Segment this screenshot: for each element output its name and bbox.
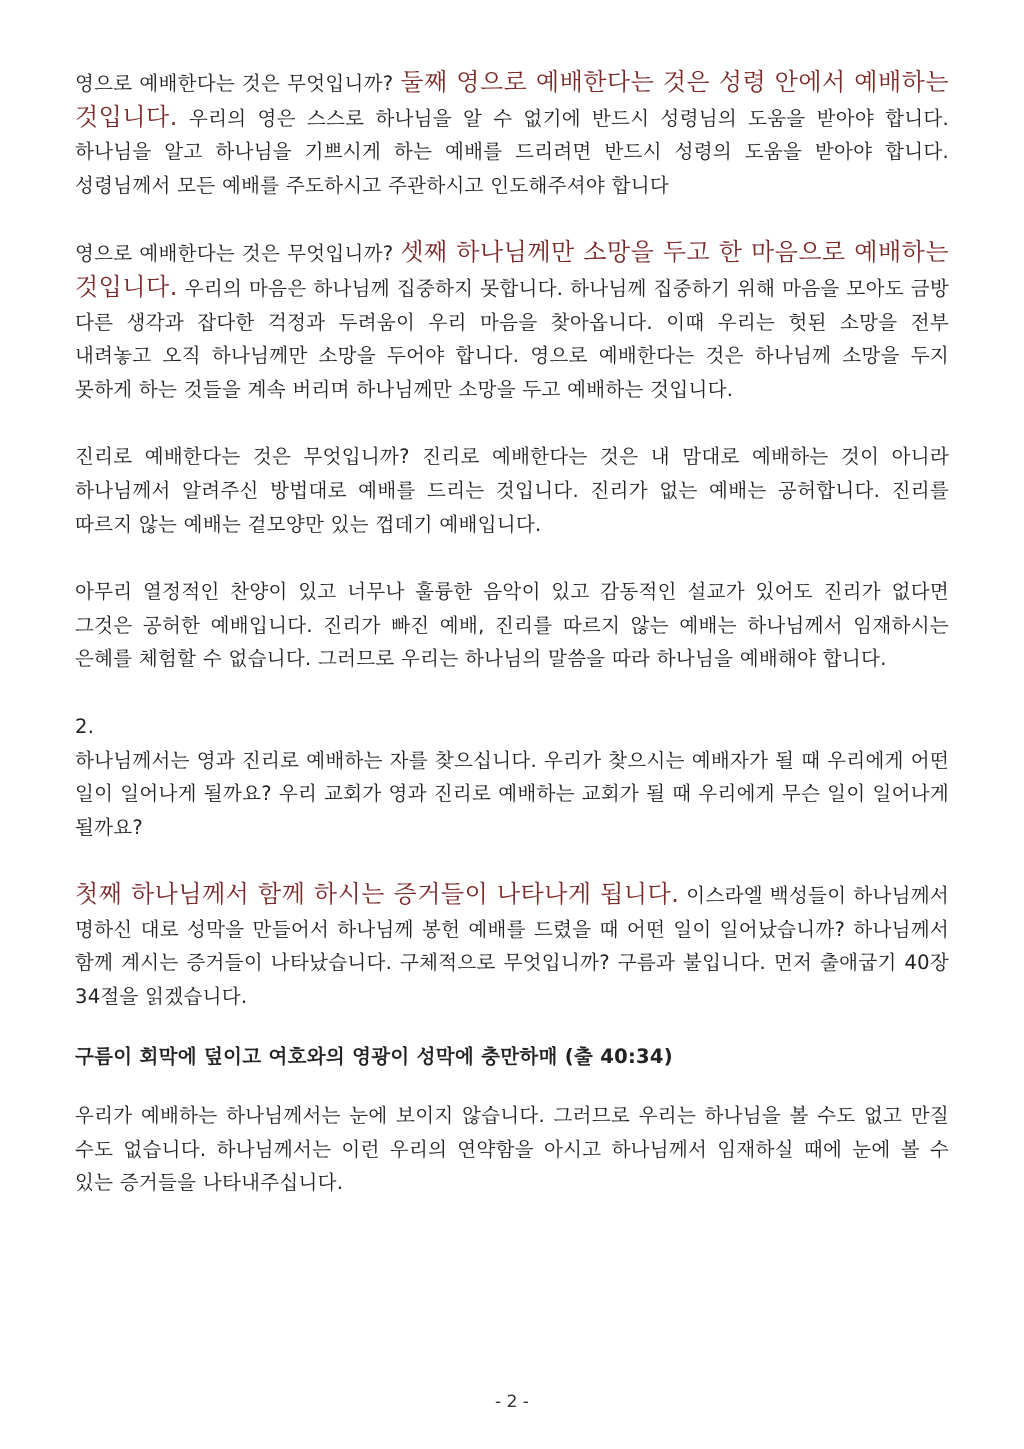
paragraph-spirit-worship-3: [75, 236, 949, 406]
paragraph-evidence: [75, 878, 949, 1013]
paragraph-spirit-worship-2: [75, 66, 949, 202]
paragraph-truth-necessity: 아무리 열정적인 찬양이 있고 너무나 훌륭한 음악이 있고 감동적인 설교가 있어도 진리가 없다면 그것은 공허한 예배입니다. 진리가 빠진 예배, 진리를 따르지 않는 예배는 하나님께서 임재하시는 은혜를 체험할 수 없습니다. 그러므로 우리는 하나님의 말씀을 따라 하나님을 예배해야 합니다.: [75, 580, 949, 671]
question-text: 영으로 예배한다는 것은 무엇입니까?: [75, 242, 401, 266]
highlight-heading: 첫째 하나님께서 함께 하시는 증거들이 나타나게 됩니다.: [75, 880, 680, 909]
question-text: 영으로 예배한다는 것은 무엇입니까?: [75, 72, 401, 95]
body-text: 우리의 영은 스스로 하나님을 알 수 없기에 반드시 성령님의 도움을 받아야 합니다. 하나님을 알고 하나님을 기쁘시게 하는 예배를 드리려면 반드시 성령의 도움을 받아야 합니다. 성령님께서 모든 예배를 주도하시고 주관하시고 인도해주셔야 합니다: [75, 106, 949, 197]
section-number: 2.: [75, 714, 95, 738]
paragraph-invisible-god: 우리가 예배하는 하나님께서는 눈에 보이지 않습니다. 그러므로 우리는 하나님을 볼 수도 없고 만질 수도 없습니다. 하나님께서는 이런 우리의 연약함을 아시고 하나님께서 임재하실 때에 눈에 볼 수 있는 증거들을 나타내주십니다.: [75, 1104, 949, 1195]
page-number: - 2 -: [495, 1392, 529, 1412]
highlight-heading: 셋째 하나님께만 소망을 두고 한 마음으로 예배하는 것입니다.: [75, 238, 950, 301]
highlight-heading: 둘째 영으로 예배한다는 것은 성령 안에서 예배하는 것입니다.: [75, 68, 950, 131]
document-body: [75, 66, 949, 1200]
scripture-verse: 구름이 회막에 덮이고 여호와의 영광이 성막에 충만하매 (출 40:34): [75, 1044, 673, 1068]
paragraph-truth-worship: 진리로 예배한다는 것은 무엇입니까? 진리로 예배한다는 것은 내 맘대로 예배하는 것이 아니라 하나님께서 알려주신 방법대로 예배를 드리는 것입니다. 진리가 없는 예배는 공허합니다. 진리를 따르지 않는 예배는 겉모양만 있는 껍데기 예배입니다.: [75, 445, 949, 536]
body-text: 우리의 마음은 하나님께 집중하지 못합니다. 하나님께 집중하기 위해 마음을 모아도 금방 다른 생각과 잡다한 걱정과 두려움이 우리 마음을 찾아옵니다. 이때 우리는 헛된 소망을 전부 내려놓고 오직 하나님께만 소망을 두어야 합니다. 영으로 예배한다는 것은 하나님께 소망을 두지 못하게 하는 것들을 계속 버리며 하나님께만 소망을 두고 예배하는 것입니다.: [75, 276, 949, 401]
body-text: 이스라엘 백성들이 하나님께서 명하신 대로 성막을 만들어서 하나님께 봉헌 예배를 드렸을 때 어떤 일이 일어났습니까? 하나님께서 함께 계시는 증거들이 나타났습니다. 구체적으로 무엇입니까? 구름과 불입니다. 먼저 출애굽기 40장 34절을 읽겠습니다.: [75, 884, 949, 1009]
paragraph-seeking-worshippers: 하나님께서는 영과 진리로 예배하는 자를 찾으십니다. 우리가 찾으시는 예배자가 될 때 우리에게 어떤 일이 일어나게 될까요? 우리 교회가 영과 진리로 예배하는 교회가 될 때 우리에게 무슨 일이 일어나게 될까요?: [75, 748, 949, 839]
